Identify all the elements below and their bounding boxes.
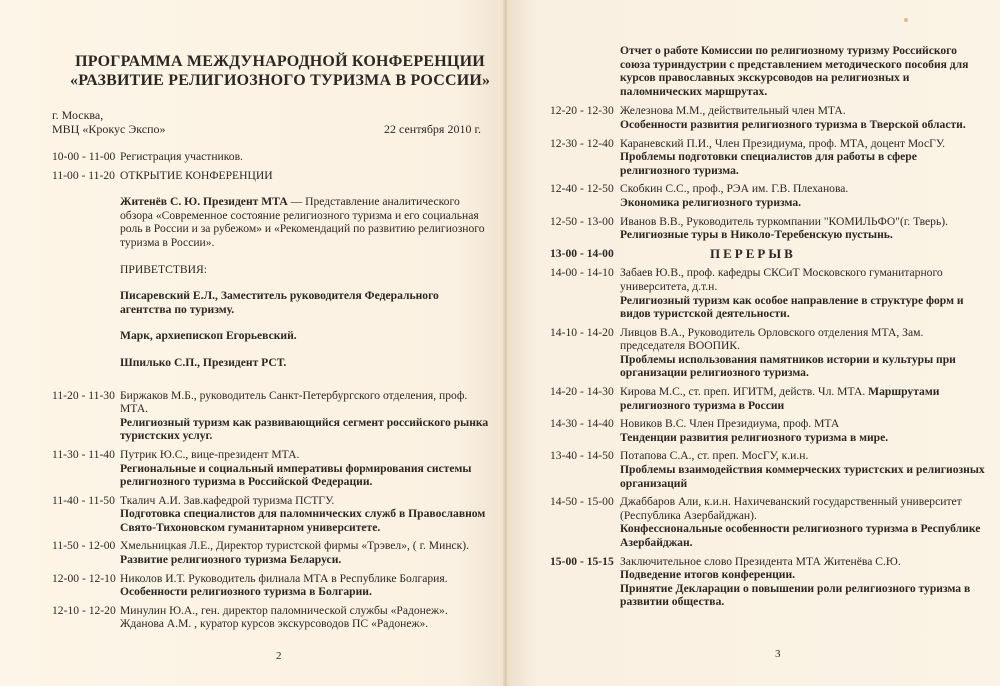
speaker: Новиков В.С. Член Президиума, проф. МТА [620, 417, 840, 431]
page-number: 3 [775, 648, 781, 660]
speaker: Железнова М.М., действительный член МТА. [620, 104, 846, 118]
time-slot: 12-40 - 12-50 [550, 182, 614, 196]
time-slot: 12-00 - 12-10 [52, 571, 116, 585]
time-slot: 11-00 - 11-20 [52, 168, 115, 182]
title-line-2: «РАЗВИТИЕ РЕЛИГИОЗНОГО ТУРИЗМА В РОССИИ» [70, 72, 491, 89]
speaker: Биржаков М.Б., руководитель Санкт-Петербургского отделения, проф. МТА. [120, 388, 468, 416]
right-page [507, 0, 1000, 686]
speaker: Ливцов В.А., Руководитель Орловского отделения МТА, Зам. председателя ВООПИК. [620, 325, 924, 353]
talk-topic: Подведение итогов конференции. [620, 568, 796, 582]
schedule-row [52, 539, 492, 566]
speaker: Скобкин С.С., проф., РЭА им. Г.В. Плеханова. [620, 182, 849, 196]
greeting-item: Писаревский Е.Л., Заместитель руководителя Федерального агентства по туризму. [120, 289, 439, 316]
schedule-row [550, 326, 990, 380]
greetings-label: ПРИВЕТСТВИЯ: [120, 262, 207, 276]
time-slot: 14-10 - 14-20 [550, 325, 614, 339]
schedule-row [52, 389, 492, 443]
talk-topic: Принятие Декларации о повышении роли религиозного туризма в развитии общества. [620, 581, 971, 609]
schedule-row [550, 495, 990, 549]
schedule-row [550, 266, 990, 320]
time-slot: 14-20 - 14-30 [550, 385, 614, 399]
time-slot: 14-30 - 14-40 [550, 417, 614, 431]
speaker: Забаев Ю.В., проф. кафедры СКСиТ Московского гуманитарного университета, д.т.н. [620, 266, 943, 293]
event-date: 22 сентября 2010 г. [384, 122, 482, 136]
time-slot: 12-20 - 12-30 [550, 104, 614, 118]
schedule-row [52, 169, 492, 183]
time-slot: 15-00 - 15-15 [550, 554, 614, 568]
time-slot: 12-50 - 13-00 [550, 214, 614, 228]
schedule-right [550, 44, 990, 614]
talk-topic: Развитие религиозного туризма Беларуси. [120, 553, 342, 567]
time-slot: 13-00 - 14-00 [550, 246, 614, 260]
time-slot: 11-30 - 11-40 [52, 447, 115, 461]
schedule-row [550, 182, 990, 209]
talk-topic: Конфессиональные особенности религиозного туризма в Республике Азербайджан. [620, 522, 981, 549]
time-slot: 10-00 - 11-00 [52, 150, 116, 163]
schedule-row [52, 604, 492, 631]
title-line-1: ПРОГРАММА МЕЖДУНАРОДНОЙ КОНФЕРЕНЦИИ [75, 53, 485, 70]
talk-topic: Проблемы взаимодействия коммерческих туристских и религиозных организаций [620, 463, 985, 490]
time-slot: 11-40 - 11-50 [52, 493, 115, 507]
talk-topic: Особенности развития религиозного туризма в Тверской области. [620, 117, 966, 131]
time-slot: 12-10 - 12-20 [52, 603, 116, 617]
speaker: Минулин Ю.А., ген. директор паломнической службы «Радонеж». [120, 603, 448, 617]
time-slot: 11-20 - 11-30 [52, 388, 115, 402]
break-row [550, 247, 990, 261]
schedule-row [52, 572, 492, 599]
talk-topic: Тенденции развития религиозного туризма в мире. [620, 430, 889, 444]
speaker: Путрик Ю.С., вице-президент МТА. [120, 447, 300, 461]
schedule-row [550, 137, 990, 178]
city: г. Москва, [52, 108, 104, 122]
greeting-item: Марк, архиепископ Егорьевский. [120, 329, 297, 343]
opening-speech [120, 195, 492, 249]
talk-topic: Подготовка специалистов для паломнических служб в Православном Свято-Тихоновском гуманитарном университете. [120, 507, 486, 534]
schedule-row [550, 449, 990, 490]
break-label: ПЕРЕРЫВ [710, 245, 796, 261]
talk-topic: Особенности религиозного туризма в Болгарии. [120, 585, 372, 599]
talk-topic: Маршрутами [868, 385, 940, 399]
schedule-row [52, 494, 492, 535]
talk-topic: Религиозный туризм как развивающийся сегмент российского рынка туристских услуг. [120, 415, 489, 443]
opening-speaker: Житенёв С. Ю. Президент МТА [120, 195, 288, 209]
time-slot: 13-40 - 14-50 [550, 449, 614, 463]
page-number: 2 [276, 650, 282, 662]
location [52, 108, 166, 136]
opening-text: — Представление аналитического обзора «Современное состояние религиозного туризма и его социальная роль в России и за рубежом» и «Рекомендаций по развитию религиозного туризма в России». [120, 195, 485, 249]
speaker: Кирова М.С., ст. преп. ИГИТМ, действ. Чл. МТА. [620, 385, 869, 399]
talk-topic: Региональные и социальный императивы формирования системы религиозного туризма в Российской Федерации. [120, 461, 472, 489]
speaker: Потапова С.А., ст. преп. МосГУ, к.и.н. [620, 449, 809, 463]
speaker: Хмельницкая Л.Е., Директор туристской фирмы «Трэвел», ( г. Минск). [120, 539, 470, 553]
item-text: ОТКРЫТИЕ КОНФЕРЕНЦИИ [120, 168, 273, 182]
speaker: Джаббаров Али, к.и.н. Нахичеванский государственный университет (Республика Азербайджан). [620, 495, 962, 522]
paper-spot [904, 18, 908, 22]
time-slot: 11-50 - 12-00 [52, 539, 116, 553]
conference-title [70, 52, 490, 90]
time-slot: 14-50 - 15-00 [550, 495, 614, 509]
talk-topic: Религиозные туры в Николо-Теребенскую пустынь. [620, 228, 893, 242]
speaker: Жданова А.М. , куратор курсов экскурсоводов ПС «Радонеж». [120, 617, 429, 631]
talk-topic: Проблемы подготовки специалистов для работы в сфере религиозного туризма. [620, 150, 917, 177]
talk-topic: Религиозный туризм как особое направление в структуре форм и видов туристской деятельности. [620, 293, 964, 321]
schedule-row [550, 385, 990, 412]
speaker: Ткалич А.И. Зав.кафедрой туризма ПСТГУ. [120, 493, 335, 507]
schedule-row [52, 150, 492, 164]
schedule-row [550, 104, 990, 131]
schedule-row [550, 215, 990, 242]
time-slot: 12-30 - 12-40 [550, 136, 614, 150]
speaker: Заключительное слово Президента МТА Житенёва С.Ю. [620, 554, 901, 568]
schedule-left [52, 150, 492, 636]
schedule-row [52, 448, 492, 489]
schedule-row [550, 555, 990, 609]
venue: МВЦ «Крокус Экспо» [52, 122, 166, 136]
schedule-row [550, 417, 990, 444]
speaker: Иванов В.В., Руководитель туркомпании "КОМИЛЬФО"(г. Тверь). [620, 214, 948, 228]
speaker: Николов И.Т. Руководитель филиала МТА в Республике Болгария. [120, 571, 448, 585]
item-text: Регистрация участников. [120, 150, 243, 163]
speaker: Караневский П.И., Член Президиума, проф. МТА, доцент МосГУ. [620, 136, 946, 150]
time-slot: 14-00 - 14-10 [550, 266, 614, 280]
greeting-item: Шпилько С.П., Президент РСТ. [120, 355, 287, 369]
talk-topic: Отчет о работе Комиссии по религиозному туризму Российского союза туриндустрии с представлением методического пособия для курсов православных экскурсоводов на религиозных и паломнических маршрутах. [620, 44, 969, 98]
talk-topic: Проблемы использования памятников истории и культуры при организации религиозного туризма. [620, 352, 956, 380]
talk-topic: религиозного туризма в России [620, 398, 785, 412]
talk-topic: Экономика религиозного туризма. [620, 195, 802, 209]
